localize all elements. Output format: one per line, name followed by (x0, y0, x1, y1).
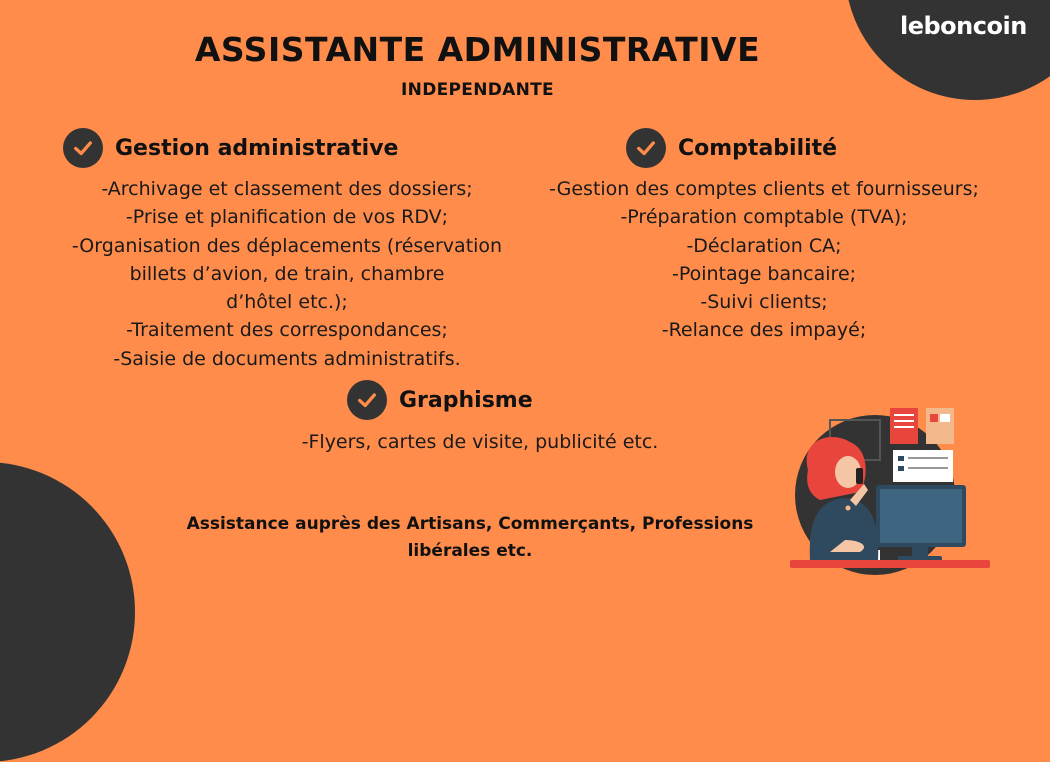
list-item: -Suivi clients; (700, 291, 828, 314)
section-title: Comptabilité (678, 135, 838, 161)
list-item: -Flyers, cartes de visite, publicité etc. (301, 431, 659, 453)
brand-logo[interactable]: leboncoin (900, 12, 1027, 40)
list-item: -Saisie de documents administratifs. (113, 347, 461, 370)
footer-line: libérales etc. (407, 541, 533, 561)
footer-line: Assistance auprès des Artisans, Commerçants, Professions (186, 514, 754, 534)
corner-shape-bottom-left (0, 462, 135, 762)
list-item: -Déclaration CA; (686, 234, 842, 257)
section-title: Gestion administrative (115, 135, 399, 161)
page-title: ASSISTANTE ADMINISTRATIVE (194, 30, 761, 69)
footer-tagline (120, 511, 820, 565)
list-item: -Préparation comptable (TVA); (620, 206, 908, 229)
section-list-graphisme (230, 428, 730, 456)
section-heading-gestion (63, 128, 398, 168)
section-list-gestion (22, 175, 552, 373)
check-circle-icon (63, 128, 103, 168)
list-item: -Archivage et classement des dossiers; (101, 178, 473, 200)
office-worker-illustration (790, 400, 1050, 600)
check-circle-icon (626, 128, 666, 168)
list-item: -Gestion des comptes clients et fournisseurs; (549, 178, 979, 200)
section-heading-comptabilite (626, 128, 837, 168)
section-heading-graphisme (347, 380, 533, 420)
section-title: Graphisme (399, 387, 533, 413)
list-item: d’hôtel etc.); (226, 291, 348, 314)
list-item: -Relance des impayé; (661, 319, 867, 342)
list-item: -Organisation des déplacements (réservation (71, 234, 503, 257)
list-item: -Prise et planification de vos RDV; (125, 206, 449, 229)
section-list-comptabilite (508, 175, 1020, 345)
list-item: -Traitement des correspondances; (126, 319, 448, 342)
list-item: -Pointage bancaire; (671, 262, 857, 285)
page-subtitle: INDEPENDANTE (401, 80, 554, 100)
list-item: billets d’avion, de train, chambre (129, 262, 445, 285)
check-circle-icon (347, 380, 387, 420)
